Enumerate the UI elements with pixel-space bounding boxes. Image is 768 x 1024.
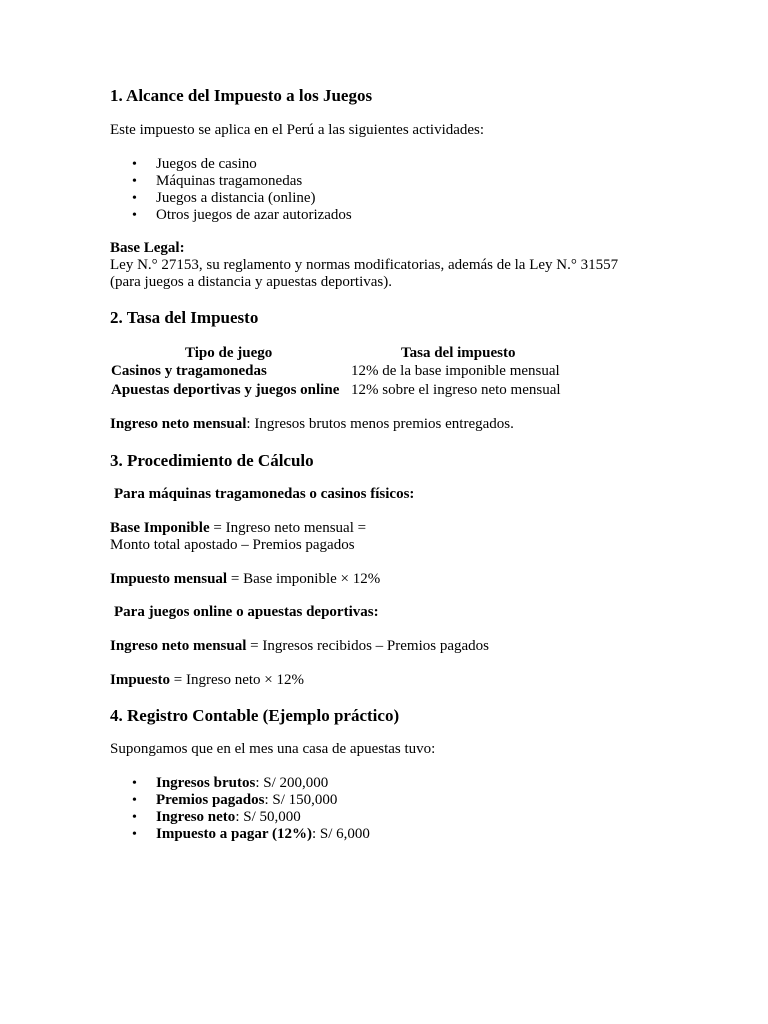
- net-income-formula: Ingreso neto mensual = Ingresos recibidos – Premios pagados: [110, 638, 489, 654]
- section-4-heading: 4. Registro Contable (Ejemplo práctico): [110, 706, 400, 725]
- list-item: • Premios pagados: S/ 150,000: [110, 792, 370, 809]
- table-cell: 12% de la base imponible mensual: [351, 363, 560, 379]
- table-header-type: Tipo de juego: [185, 345, 273, 361]
- subheading-casinos: Para máquinas tragamonedas o casinos físicos:: [114, 486, 415, 502]
- table-cell: Casinos y tragamonedas: [111, 363, 267, 379]
- list-item: • Juegos a distancia (online): [110, 190, 352, 207]
- table-cell: 12% sobre el ingreso neto mensual: [351, 382, 561, 398]
- table-cell: Apuestas deportivas y juegos online: [111, 382, 340, 398]
- section-2-heading: 2. Tasa del Impuesto: [110, 308, 259, 327]
- section-1-heading: 1. Alcance del Impuesto a los Juegos: [110, 86, 373, 105]
- list-item: • Juegos de casino: [110, 156, 352, 173]
- list-item: • Máquinas tragamonedas: [110, 173, 352, 190]
- section-3-heading: 3. Procedimiento de Cálculo: [110, 451, 314, 470]
- taxable-base-line2: Monto total apostado – Premios pagados: [110, 537, 355, 553]
- subheading-online: Para juegos online o apuestas deportivas:: [114, 604, 379, 620]
- base-legal-label: Base Legal:: [110, 240, 185, 256]
- list-item: • Otros juegos de azar autorizados: [110, 207, 352, 224]
- list-item: • Ingresos brutos: S/ 200,000: [110, 775, 370, 792]
- base-legal-text-line1: Ley N.° 27153, su reglamento y normas modificatorias, además de la Ley N.° 31557: [110, 257, 619, 273]
- example-figures-list: [110, 775, 370, 843]
- taxable-base-line1: Base Imponible = Ingreso neto mensual =: [110, 520, 367, 536]
- net-income-definition: Ingreso neto mensual: Ingresos brutos menos premios entregados.: [110, 416, 514, 432]
- list-item: • Impuesto a pagar (12%): S/ 6,000: [110, 826, 370, 843]
- section-4-intro: Supongamos que en el mes una casa de apuestas tuvo:: [110, 741, 436, 757]
- base-legal-text-line2: (para juegos a distancia y apuestas deportivas).: [110, 274, 392, 290]
- table-header-rate: Tasa del impuesto: [401, 345, 516, 361]
- monthly-tax-formula: Impuesto mensual = Base imponible × 12%: [110, 571, 381, 587]
- section-1-intro: Este impuesto se aplica en el Perú a las siguientes actividades:: [110, 122, 485, 138]
- activities-list: [110, 156, 352, 224]
- list-item: • Ingreso neto: S/ 50,000: [110, 809, 370, 826]
- online-tax-formula: Impuesto = Ingreso neto × 12%: [110, 672, 304, 688]
